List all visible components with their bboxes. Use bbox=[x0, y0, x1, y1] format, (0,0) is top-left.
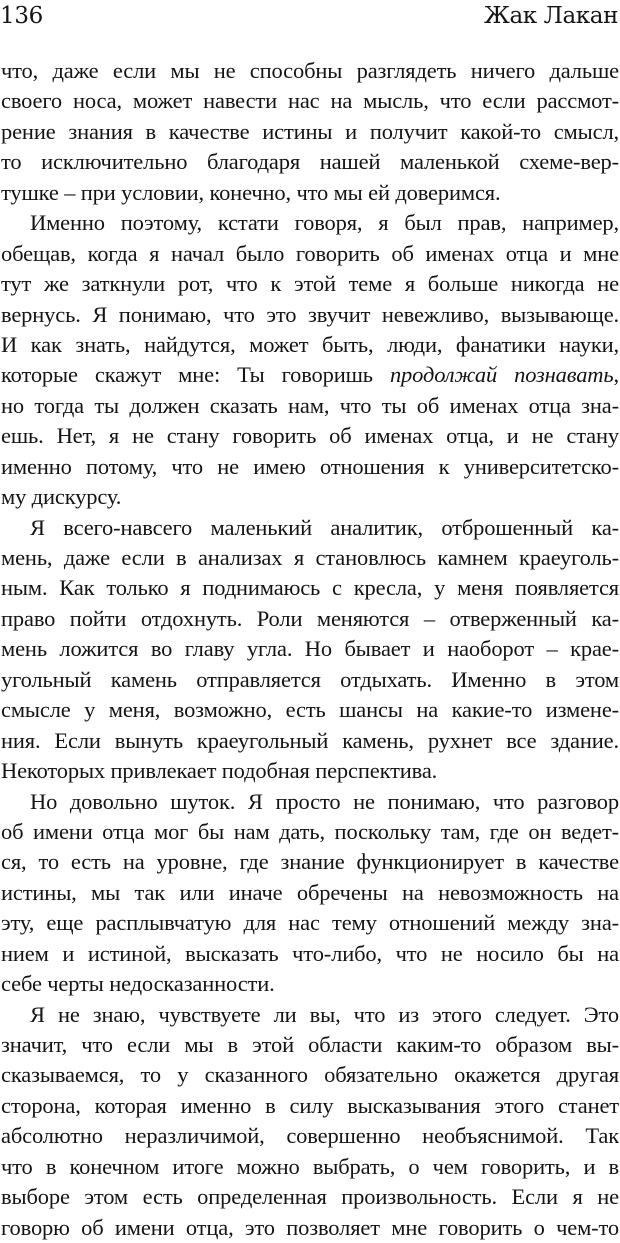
text-line: себе черты недосказанности. bbox=[1, 971, 275, 997]
text-line: тут же заткнули рот, что к этой теме я больше никогда не bbox=[1, 271, 619, 297]
text-line: угольный камень отправляется отдыхать. Именно в этом bbox=[1, 666, 619, 692]
text-line: своего носа, может навести нас на мысль, что если рассмот- bbox=[1, 88, 619, 114]
paragraph bbox=[1, 56, 619, 208]
text-line: вернусь. Я понимаю, что это звучит невежливо, вызывающе. bbox=[1, 301, 619, 327]
text-line: нием и истиной, высказать что-либо, что не носило бы на bbox=[1, 940, 619, 966]
text-line: что, даже если мы не способны разглядеть ничего дальше bbox=[1, 58, 619, 83]
page-header bbox=[0, 1, 618, 37]
text-line: обещав, когда я начал было говорить об именах отца и мне bbox=[1, 240, 619, 266]
body-text bbox=[1, 56, 619, 1243]
text-line: мень ложится во главу угла. Но бывает и наоборот – крае- bbox=[1, 636, 619, 662]
text-line: мень, даже если в анализах я становлюсь камнем краеуголь- bbox=[1, 545, 619, 570]
text-line: ешь. Нет, я не стану говорить об именах отца, и не стану bbox=[1, 423, 619, 449]
text-line: об имени отца мог бы нам дать, поскольку там, где он ведет- bbox=[1, 818, 619, 844]
paragraph bbox=[1, 208, 619, 512]
text-line: рение знания в качестве истины и получит какой-то смысл, bbox=[1, 118, 619, 144]
paragraph bbox=[1, 513, 619, 787]
text-line: Некоторых привлекает подобная перспектива. bbox=[1, 758, 438, 784]
text-line: то исключительно благодаря нашей маленькой схеме-вер- bbox=[1, 149, 619, 175]
emphasis-text: продолжай познавать bbox=[389, 362, 614, 388]
text-line: му дискурсу. bbox=[1, 484, 122, 510]
text-line: абсолютно неразличимой, совершенно необъяснимой. Так bbox=[1, 1123, 619, 1149]
text-line: Я всего-навсего маленький аналитик, отброшенный ка- bbox=[30, 514, 619, 540]
text-line: Я не знаю, чувствуете ли вы, что из этого следует. Это bbox=[30, 1001, 619, 1027]
text-line: Но довольно шуток. Я просто не понимаю, что разговор bbox=[30, 788, 619, 814]
paragraph bbox=[1, 1000, 619, 1243]
running-title: Жак Лакан bbox=[484, 3, 618, 29]
text-line: смысле у меня, возможно, есть шансы на какие-то измене- bbox=[1, 697, 619, 723]
text-line: но тогда ты должен сказать нам, что ты об именах отца зна- bbox=[1, 392, 619, 418]
text-line: сторона, которая именно в силу высказывания этого станет bbox=[1, 1092, 619, 1118]
text-line: именно потому, что не имею отношения к университетско- bbox=[1, 453, 619, 479]
text-line: эту, еще расплывчатую для нас тему отношений между зна- bbox=[1, 910, 619, 936]
text-line: выборе этом есть определенная произвольность. Если я не bbox=[1, 1184, 619, 1210]
text-line: значит, что если мы в этой области каким-то образом вы- bbox=[1, 1032, 619, 1057]
text-line: что в конечном итоге можно выбрать, о чем говорить, и в bbox=[1, 1153, 619, 1179]
text-line: Именно поэтому, кстати говоря, я был прав, например, bbox=[30, 210, 619, 236]
text-line: истины, мы так или иначе обречены на невозможность на bbox=[1, 879, 619, 905]
text-line: И как знать, найдутся, может быть, люди, фанатики науки, bbox=[1, 331, 619, 357]
text-run: , bbox=[613, 362, 619, 388]
text-line: ся, то есть на уровне, где знание функционирует в качестве bbox=[1, 849, 619, 875]
paragraph bbox=[1, 787, 619, 1000]
text-line bbox=[1, 360, 619, 390]
page-number: 136 bbox=[0, 3, 43, 29]
text-line: право пойти отдохнуть. Роли меняются – отверженный ка- bbox=[1, 605, 619, 631]
text-line: ным. Как только я поднимаюсь с кресла, у меня появляется bbox=[1, 575, 619, 601]
text-run: которые скажут мне: Ты говоришь bbox=[1, 362, 390, 388]
text-line: ния. Если вынуть краеугольный камень, рухнет все здание. bbox=[1, 727, 619, 753]
text-line: говорю об имени отца, это позволяет мне говорить о чем-то bbox=[1, 1214, 619, 1240]
text-line: сказываемся, то у сказанного обязательно окажется другая bbox=[1, 1062, 619, 1088]
text-line: тушке – при условии, конечно, что мы ей доверимся. bbox=[1, 179, 501, 205]
